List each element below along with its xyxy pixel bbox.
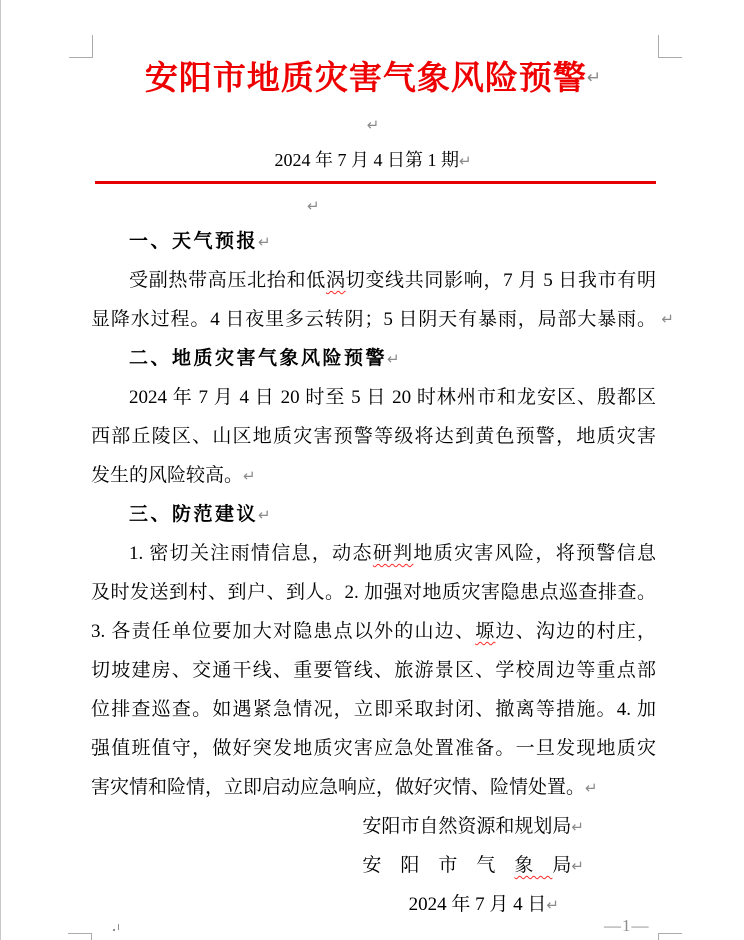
paragraph-mark-icon: ↵: [571, 818, 584, 836]
text-line: 西部丘陵区、山区地质灾害预警等级将达到黄色预警，地质灾害: [91, 426, 656, 447]
text-line: 2024 年 7 月 4 日 20 时至 5 日 20 时林州市和龙安区、殷都区: [129, 387, 656, 408]
section-heading: 三、防范建议↵: [129, 504, 274, 525]
text-line: 显降水过程。4 日夜里多云转阴；5 日阴天有暴雨，局部大暴雨。 ↵: [91, 300, 656, 339]
stray-mark: [118, 924, 119, 930]
paragraph-mark-icon: ↵: [546, 896, 559, 914]
text-line: 强值班值守，做好突发地质灾害应急处置准备。一旦发现地质灾: [91, 738, 656, 759]
paragraph-mark-icon: ↵: [366, 116, 380, 134]
text-line: 害灾情和险情，立即启动应急响应，做好灾情、险情处置。↵: [91, 777, 598, 798]
paragraph-mark-icon: ↵: [387, 350, 403, 368]
issue-row: [1, 146, 744, 172]
spellcheck-underline: 涡: [325, 270, 346, 291]
text-line: 及时发送到村、到户、到人。2. 加强对地质灾害隐患点巡查排查。: [91, 582, 656, 603]
text-line: 1. 密切关注雨情信息，动态研判地质灾害风险，将预警信息: [129, 543, 656, 564]
paragraph-mark-icon: ↵: [571, 857, 584, 875]
paragraph-mark-icon: ↵: [585, 779, 598, 797]
document-body: [91, 222, 674, 924]
paragraph-mark-icon: ↵: [586, 68, 602, 88]
empty-paragraph: [1, 116, 744, 135]
signature-date-line: 2024 年 7 月 4 日↵: [408, 894, 559, 915]
signature-line: 安阳市气象局↵: [362, 855, 584, 876]
paragraph-mark-icon: ↵: [458, 152, 472, 170]
section-heading: 二、地质灾害气象风险预警↵: [129, 348, 403, 369]
text-line: 发生的风险较高。↵: [91, 465, 256, 486]
red-divider-rule: [95, 181, 656, 184]
text-line: 受副热带高压北抬和低涡切变线共同影响，7 月 5 日我市有明: [129, 270, 656, 291]
spellcheck-underline: 塬: [475, 621, 496, 642]
signature-line: 安阳市自然资源和规划局↵: [362, 816, 584, 837]
text-line: 3. 各责任单位要加大对隐患点以外的山边、塬边、沟边的村庄，: [91, 621, 656, 642]
empty-paragraph: [307, 197, 320, 216]
paragraph-mark-icon: ↵: [258, 233, 274, 251]
paragraph-mark-icon: ↵: [243, 467, 256, 485]
text-line: 位排查巡查。如遇紧急情况，立即采取封闭、撤离等措施。4. 加: [91, 699, 656, 720]
issue-line: 2024 年 7 月 4 日第 1 期: [274, 150, 459, 170]
paragraph-mark-icon: ↵: [307, 197, 320, 215]
margin-mark-bottom-right-icon: [658, 933, 682, 940]
margin-mark-bottom-left-icon: [68, 933, 92, 940]
stray-mark: [113, 929, 115, 931]
section-heading: 一、天气预报↵: [129, 231, 274, 252]
title-row: [1, 52, 744, 99]
spellcheck-underline: 研判: [372, 543, 414, 564]
paragraph-mark-icon: ↵: [258, 506, 274, 524]
spellcheck-underline: 象: [514, 855, 553, 876]
document-title: 安阳市地质灾害气象风险预警: [144, 61, 587, 97]
page-number: —1—: [604, 916, 650, 935]
paragraph-mark-icon: ↵: [661, 310, 674, 328]
text-line: 切坡建房、交通干线、重要管线、旅游景区、学校周边等重点部: [91, 660, 656, 681]
